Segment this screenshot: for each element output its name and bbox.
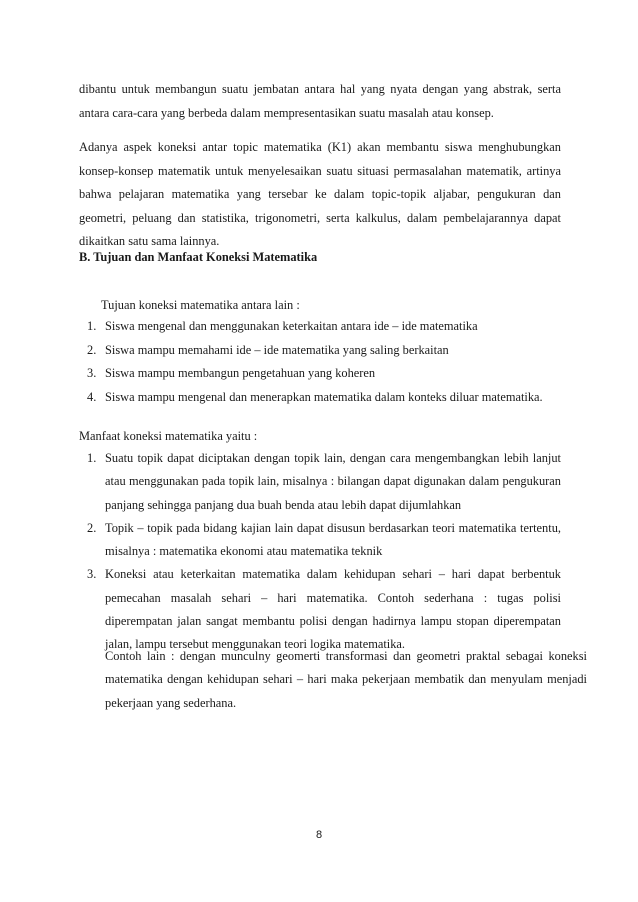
paragraph-k1-connection: Adanya aspek koneksi antar topic matematika (K1) akan membantu siswa menghubungkan konsep-konsep matematik untuk menyelesaikan suatu situasi permasalahan matematik, artinya bahwa pelajaran matematika yang tersebar ke dalam topic-topik aljabar, pengukuran dan geometri, peluang dan statistika, trigonometri, serta kalkulus, dalam pembelajarannya dapat dikaitkan satu sama lainnya.: [79, 140, 561, 248]
benefit-text: Suatu topik dapat diciptakan dengan topik lain, dengan cara mengembangkan lebih lanjut atau menggunakan pada topik lain, misalnya : bilangan dapat digunakan dalam pengukuran panjang sehingga panjang dua buah benda atau lebih dapat dijumlahkan: [105, 451, 561, 512]
benefit-text: Koneksi atau keterkaitan matematika dalam kehidupan sehari – hari dapat berbentuk pemecahan masalah sehari – hari matematika. Contoh sederhana : tugas polisi diperempatan jalan sangat membantu polisi dengan hadirnya lampu stopan diperempatan jalan, lampu tersebut menggunakan teori logika matematika.: [105, 567, 561, 652]
benefit-number: 1.: [87, 451, 97, 465]
goal-number: 2.: [87, 342, 97, 357]
goal-number: 3.: [87, 366, 97, 380]
benefit-item: [79, 447, 561, 517]
benefit-text: Topik – topik pada bidang kajian lain dapat disusun berdasarkan teori matematika tertentu, misalnya : matematika ekonomi atau matematika teknik: [105, 520, 561, 559]
section-heading: B. Tujuan dan Manfaat Koneksi Matematika: [79, 250, 318, 264]
benefit-item: [79, 563, 561, 656]
goal-text: Siswa mampu memahami ide – ide matematika yang saling berkaitan: [105, 342, 449, 357]
goal-item: [79, 362, 561, 386]
goal-text: Siswa mampu mengenal dan menerapkan matematika dalam konteks diluar matematika.: [105, 389, 543, 404]
goals-intro: Tujuan koneksi matematika antara lain :: [101, 298, 300, 312]
goal-number: 4.: [87, 389, 97, 404]
goal-item: [79, 339, 561, 363]
goals-list: [79, 315, 561, 409]
goal-text: Siswa mampu membangun pengetahuan yang koheren: [105, 366, 376, 380]
benefit-item: [79, 517, 561, 564]
goal-item: [79, 386, 561, 410]
page-number: 8: [315, 829, 323, 841]
goal-number: 1.: [87, 319, 97, 333]
goal-text: Siswa mengenal dan menggunakan keterkaitan antara ide – ide matematika: [105, 319, 478, 333]
benefits-intro: Manfaat koneksi matematika yaitu :: [79, 429, 258, 443]
benefits-list: [79, 447, 561, 657]
benefit-number: 2.: [87, 520, 97, 535]
goal-item: [79, 315, 561, 339]
benefit-continuation: Contoh lain : dengan munculny geomerti transformasi dan geometri praktal sebagai koneksi matematika dengan kehidupan sehari – hari maka pekerjaan membatik dan menyulam menjadi pekerjaan yang sederhana.: [105, 649, 587, 710]
paragraph-continuation: dibantu untuk membangun suatu jembatan antara hal yang nyata dengan yang abstrak, serta antara cara-cara yang berbeda dalam mempresentasikan suatu masalah atau konsep.: [79, 82, 561, 120]
benefit-number: 3.: [87, 567, 97, 582]
